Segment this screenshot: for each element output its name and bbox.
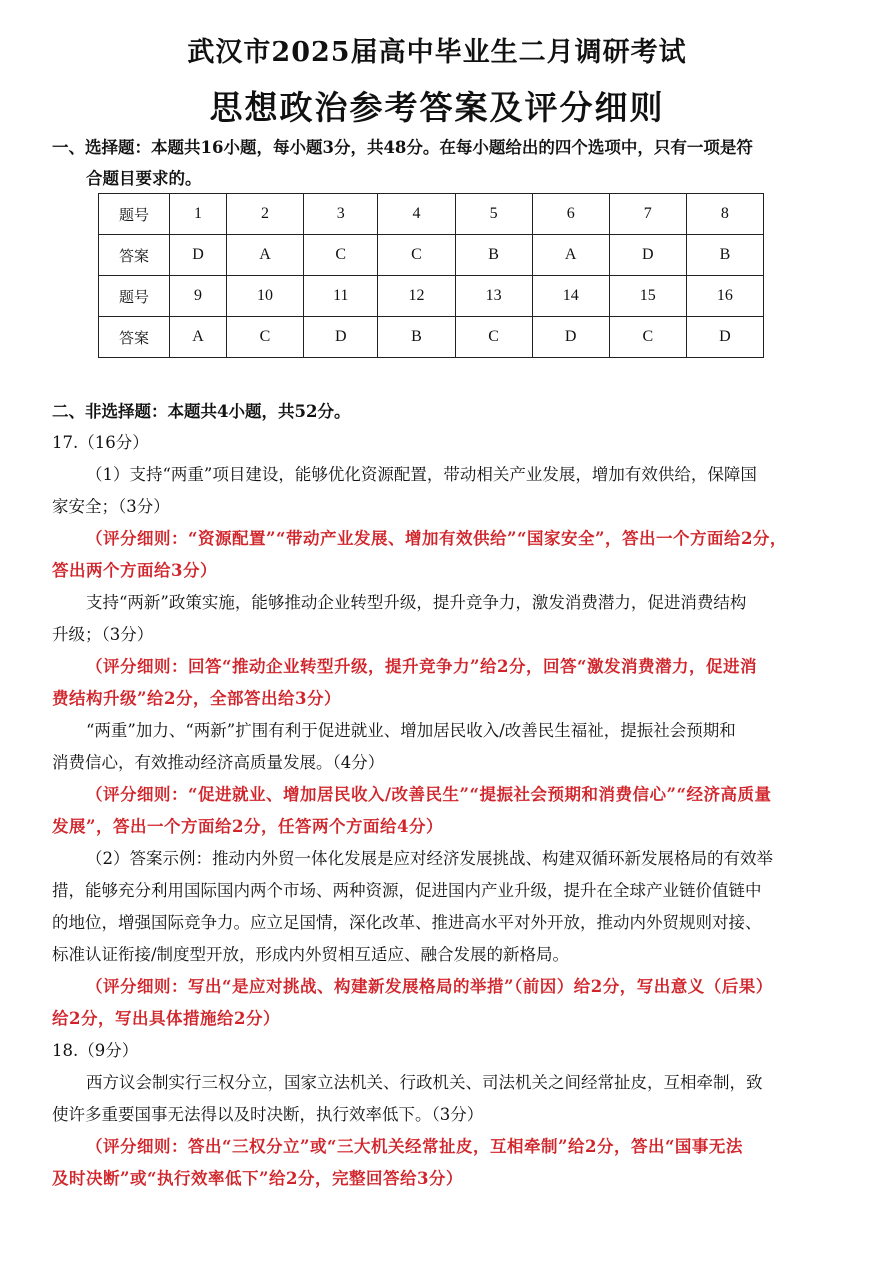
answer-table-cell: C (378, 235, 455, 276)
answer-table-cell: D (170, 235, 227, 276)
section1-intro-cont: 合题目要求的。 (86, 169, 202, 188)
q17-answer-line: 消费信心，有效推动经济高质量发展。（4分） (52, 753, 385, 772)
q17-answer-line: 升级；（3分） (52, 625, 154, 644)
document-title: 武汉市2025届高中毕业生二月调研考试 (187, 37, 687, 68)
answer-table-cell: C (609, 317, 686, 358)
q18-label: 18.（9分） (52, 1041, 139, 1060)
answer-table (98, 193, 764, 358)
answer-table-cell: 1 (170, 194, 227, 235)
answer-table-cell: B (686, 235, 763, 276)
answer-table-row-label: 答案 (99, 317, 170, 358)
answer-table-cell: B (378, 317, 455, 358)
answer-table-cell: 7 (609, 194, 686, 235)
answer-table-cell: D (609, 235, 686, 276)
q17-scoring-rule: （评分细则：回答“推动企业转型升级，提升竞争力”给2分，回答“激发消费潜力，促进消 (86, 657, 757, 676)
answer-table-cell: 14 (532, 276, 609, 317)
q17-answer-line: 措，能够充分利用国际国内两个市场、两种资源，促进国内产业升级，提升在全球产业链价值链中 (52, 881, 762, 900)
answer-table-cell: C (455, 317, 532, 358)
q18-answer-line: 使许多重要国事无法得以及时决断，执行效率低下。（3分） (52, 1105, 484, 1124)
q17-answer-line: （1）支持“两重”项目建设，能够优化资源配置，带动相关产业发展，增加有效供给，保障国 (86, 465, 757, 484)
q17-scoring-rule: （评分细则：“资源配置”“带动产业发展、增加有效供给”“国家安全”，答出一个方面给2分， (86, 529, 787, 548)
q17-answer-line: 支持“两新”政策实施，能够推动企业转型升级，提升竞争力，激发消费潜力，促进消费结构 (86, 593, 747, 612)
answer-table-cell: D (686, 317, 763, 358)
q17-scoring-rule: 发展”，答出一个方面给2分，任答两个方面给4分） (52, 817, 443, 836)
q17-scoring-rule: 费结构升级”给2分，全部答出给3分） (52, 689, 341, 708)
answer-table-cell: 9 (170, 276, 227, 317)
answer-table-cell: 11 (304, 276, 378, 317)
answer-table-cell: 4 (378, 194, 455, 235)
answer-table-row (99, 194, 764, 235)
q17-answer-line: “两重”加力、“两新”扩围有利于促进就业、增加居民收入/改善民生福祉，提振社会预期和 (86, 721, 736, 740)
q17-scoring-rule: （评分细则：“促进就业、增加居民收入/改善民生”“提振社会预期和消费信心”“经济高质量 (86, 785, 772, 804)
answer-table-row (99, 276, 764, 317)
answer-table-cell: 8 (686, 194, 763, 235)
answer-table-cell: C (304, 235, 378, 276)
answer-table-row-label: 答案 (99, 235, 170, 276)
answer-table-cell: B (455, 235, 532, 276)
answer-table-row-label: 题号 (99, 276, 170, 317)
section2-heading: 二、非选择题：本题共4小题，共52分。 (52, 402, 351, 421)
q17-scoring-rule: （评分细则：写出“是应对挑战、构建新发展格局的举措”（前因）给2分，写出意义（后果） (86, 977, 773, 996)
q17-answer-line: 标准认证衔接/制度型开放，形成内外贸相互适应、融合发展的新格局。 (52, 945, 570, 964)
q17-answer-line: 的地位，增强国际竞争力。应立足国情，深化改革、推进高水平对外开放，推动内外贸规则对接、 (52, 913, 762, 932)
q18-scoring-rule: （评分细则：答出“三权分立”或“三大机关经常扯皮，互相牵制”给2分，答出“国事无法 (86, 1137, 743, 1156)
answer-table-cell: 10 (226, 276, 303, 317)
answer-table-cell: D (304, 317, 378, 358)
answer-table-cell: 13 (455, 276, 532, 317)
answer-table-row-label: 题号 (99, 194, 170, 235)
answer-table-cell: 2 (226, 194, 303, 235)
answer-table-row (99, 235, 764, 276)
q18-scoring-rule: 及时决断”或“执行效率低下”给2分，完整回答给3分） (52, 1169, 463, 1188)
q17-label: 17.（16分） (52, 433, 149, 452)
answer-table-cell: 6 (532, 194, 609, 235)
answer-table-cell: 12 (378, 276, 455, 317)
q17-scoring-rule: 答出两个方面给3分） (52, 561, 217, 580)
answer-table-cell: A (532, 235, 609, 276)
q17-scoring-rule: 给2分，写出具体措施给2分） (52, 1009, 280, 1028)
document-subtitle: 思想政治参考答案及评分细则 (209, 88, 665, 127)
q17-answer-line: 家安全；（3分） (52, 497, 170, 516)
answer-table-cell: 3 (304, 194, 378, 235)
answer-table-row (99, 317, 764, 358)
answer-table-cell: 5 (455, 194, 532, 235)
section1-intro: 一、选择题：本题共16小题，每小题3分，共48分。在每小题给出的四个选项中，只有一项是符 (52, 138, 753, 157)
q17-answer-line: （2）答案示例：推动内外贸一体化发展是应对经济发展挑战、构建双循环新发展格局的有效举 (86, 849, 773, 868)
answer-table-cell: 16 (686, 276, 763, 317)
answer-table-cell: A (170, 317, 227, 358)
answer-table-cell: 15 (609, 276, 686, 317)
q18-answer-line: 西方议会制实行三权分立，国家立法机关、行政机关、司法机关之间经常扯皮，互相牵制，致 (86, 1073, 763, 1092)
answer-table-cell: D (532, 317, 609, 358)
answer-table-cell: C (226, 317, 303, 358)
answer-table-cell: A (226, 235, 303, 276)
